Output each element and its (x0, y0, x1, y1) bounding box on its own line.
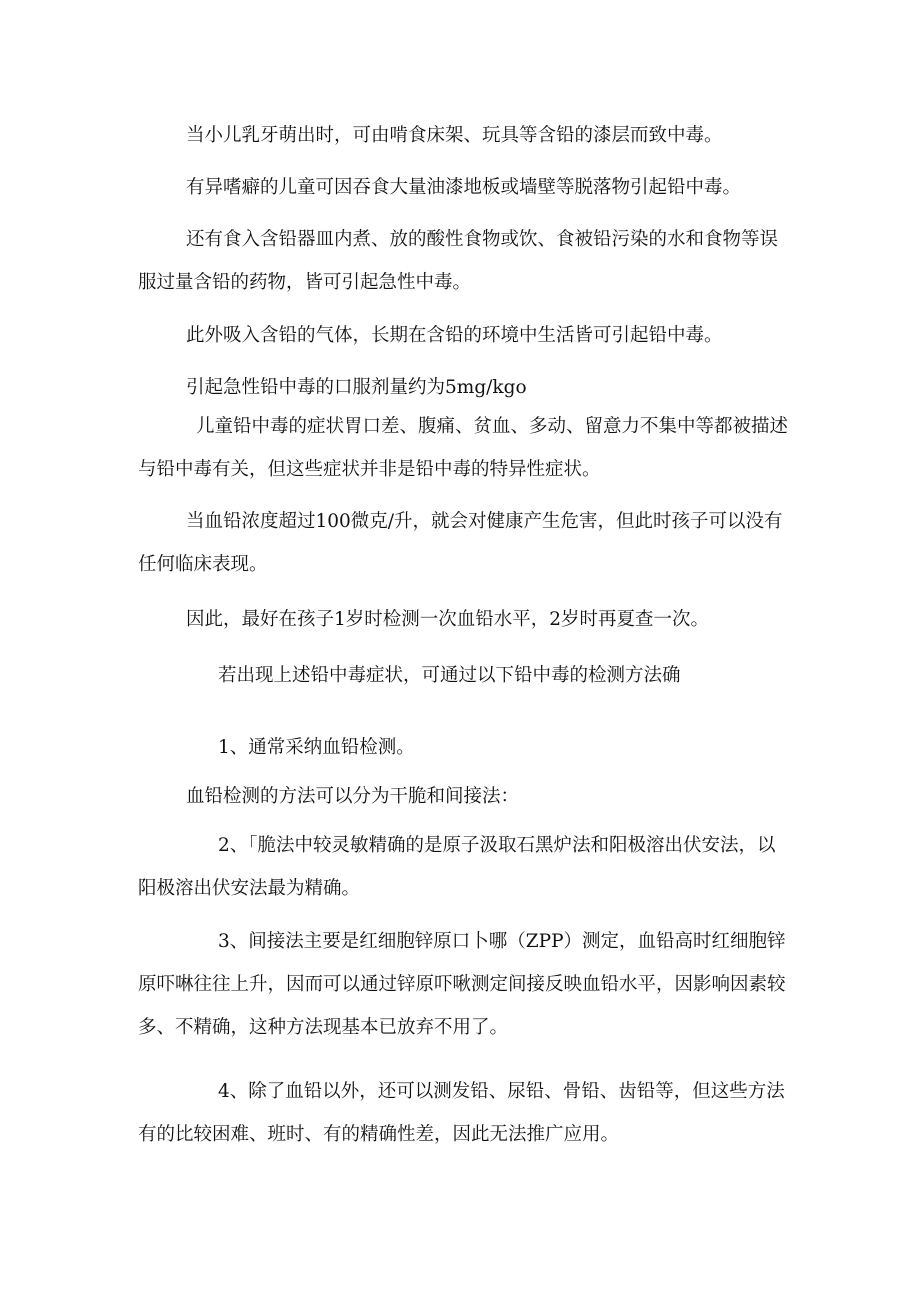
paragraph-1: 当小儿乳牙萌出时，可由啃食床架、玩具等含铅的漆层而致中毒。 (186, 125, 723, 146)
paragraph-6: 儿童铅中毒的症状胃口差、腹痛、贫血、多动、留意力不集中等都被描述与铅中毒有关，但这些症状并非是铅中毒的特异性症状。 (138, 416, 789, 480)
paragraph-5: 引起急性铅中毒的口服剂量约为5mg∕kgo (186, 377, 527, 398)
paragraph-7: 当血铅浓度超过100微克/升，就会对健康产生危害，但此时孩子可以没有任何临床表现。 (138, 511, 783, 575)
paragraph-9: 若出现上述铅中毒症状，可通过以下铅中毒的检测方法确 (218, 665, 681, 686)
paragraph-10: 1、通常采纳血铅检测。 (218, 737, 415, 758)
paragraph-4: 此外吸入含铅的气体，长期在含铅的环境中生活皆可引起铅中毒。 (186, 325, 723, 346)
paragraph-2: 有异嗜癖的儿童可因吞食大量油漆地板或墙壁等脱落物引起铅中毒。 (186, 177, 742, 198)
paragraph-13: 3、间接法主要是红细胞锌原口卜哪（ZPP）测定，血铅高时红细胞锌原吓啉往往上升，因而可以通过锌原吓啾测定间接反映血铅水平，因影响因素较多、不精确，这种方法现基本已放弃不用了。 (138, 931, 786, 1038)
paragraph-8: 因此，最好在孩子1岁时检测一次血铅水平，2岁时再夏查一次。 (186, 609, 710, 630)
paragraph-14: 4、除了血铅以外，还可以测发铅、尿铅、骨铅、齿铅等，但这些方法有的比较困难、班时、有的精确性差，因此无法推广应用。 (138, 1081, 785, 1145)
paragraph-12: 2、「脆法中较灵敏精确的是原子汲取石黑炉法和阳极溶出伏安法，以阳极溶出伏安法最为精确。 (138, 835, 776, 899)
paragraph-3: 还有食入含铅器皿内煮、放的酸性食物或饮、食被铅污染的水和食物等误服过量含铅的药物，皆可引起急性中毒。 (138, 229, 779, 293)
paragraph-11: 血铅检测的方法可以分为干脆和间接法： (186, 786, 520, 807)
